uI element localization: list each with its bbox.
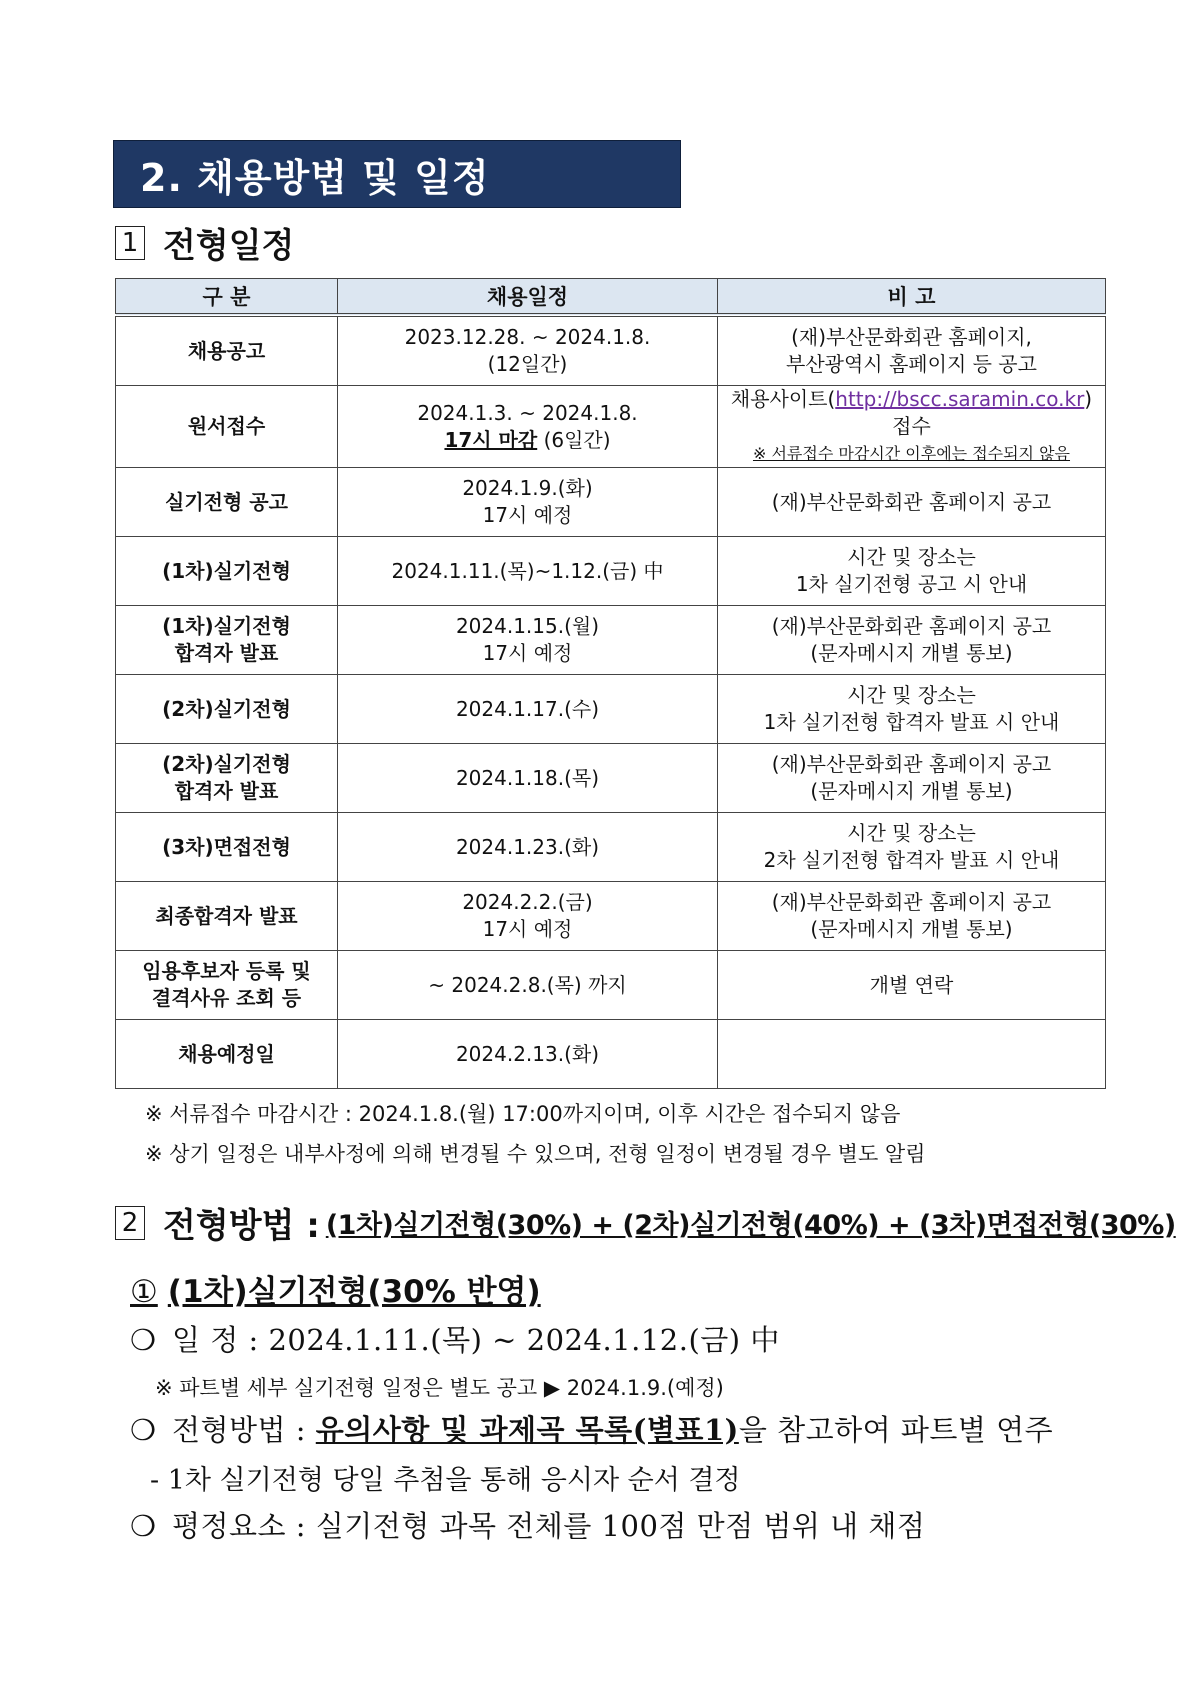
section-2-title [115,1198,1176,1247]
circle-bullet-icon: ❍ [130,1413,157,1447]
row-category [116,606,338,675]
row-remarks [718,675,1106,744]
appendix-reference: 유의사항 및 과제곡 목록(별표1) [315,1413,739,1447]
row-category: (2차)실기전형 [116,675,338,744]
row-remarks [718,813,1106,882]
row-schedule [338,468,718,537]
category-line: (1차)실기전형 [162,614,291,638]
header-schedule: 채용일정 [338,279,718,316]
schedule-line: 2024.1.15.(월) [455,614,600,638]
method-formula: (1차)실기전형(30%) + (2차)실기전형(40%) + (3차)면접전형(30%) [325,1210,1176,1241]
section-1-label: 전형일정 [163,226,295,266]
schedule-item-note: ※ 파트별 세부 실기전형 일정은 별도 공고 ▶ 2024.1.9.(예정) [155,1376,724,1400]
circled-number: ① [130,1274,158,1310]
method-rest: 을 참고하여 파트별 연주 [738,1413,1054,1447]
evaluation-value: 실기전형 과목 전체를 100점 만점 범위 내 채점 [315,1509,926,1543]
header-remarks: 비 고 [718,279,1106,316]
row-schedule [338,315,718,386]
row-schedule [338,386,718,468]
remark-line: 2차 실기전형 합격자 발표 시 안내 [763,848,1060,872]
category-line: 합격자 발표 [174,641,279,665]
remark-line: (재)부산문화회관 홈페이지 공고 [771,890,1052,914]
schedule-line: 17시 예정 [482,641,573,665]
row-schedule: 2024.1.18.(목) [338,744,718,813]
row-remarks [718,386,1106,468]
row-category: (3차)면접전형 [116,813,338,882]
category-line: 합격자 발표 [174,779,279,803]
row-category: 채용공고 [116,315,338,386]
schedule-line: 17시 예정 [482,917,573,941]
remark-line: 1차 실기전형 합격자 발표 시 안내 [763,710,1060,734]
row-remarks [718,744,1106,813]
row-category [116,744,338,813]
section-heading-bar [113,140,681,208]
evaluation-label: 평정요소 : [172,1509,307,1543]
section-1-number: 1 [115,226,145,260]
deadline-text: 17시 마감 [444,427,538,452]
table-row [116,882,1106,951]
section-1-title [115,218,294,267]
row-remarks [718,882,1106,951]
row-schedule: 2024.1.23.(화) [338,813,718,882]
remark-line: 1차 실기전형 공고 시 안내 [795,572,1028,596]
schedule-value: 2024.1.11.(목) ~ 2024.1.12.(금) 中 [268,1323,780,1357]
remark-line: 채용사이트( [730,387,836,411]
row-category: 최종합격자 발표 [116,882,338,951]
remark-line: (재)부산문화회관 홈페이지, [791,325,1032,349]
row-category: 채용예정일 [116,1020,338,1089]
remark-note: ※ 서류접수 마감시간 이후에는 접수되지 않음 [752,444,1071,463]
remark-line: 부산광역시 홈페이지 등 공고 [786,352,1037,376]
schedule-line: (12일간) [487,352,568,376]
row-remarks: (재)부산문화회관 홈페이지 공고 [718,468,1106,537]
remark-line: (문자메시지 개별 통보) [810,779,1013,803]
schedule-line: 17시 예정 [482,503,573,527]
table-row [116,468,1106,537]
table-row [116,606,1106,675]
schedule-line: (6일간) [543,427,611,452]
row-remarks: 개별 연락 [718,951,1106,1020]
row-category: 실기전형 공고 [116,468,338,537]
section-2-label: 전형방법 : [163,1206,320,1246]
subsection-1-label: (1차)실기전형(30% 반영) [167,1274,541,1310]
row-schedule: 2024.1.11.(목)~1.12.(금) 中 [338,537,718,606]
schedule-label: 일 정 : [172,1323,259,1357]
circle-bullet-icon: ❍ [130,1509,157,1543]
schedule-line: 2023.12.28. ~ 2024.1.8. [404,325,651,349]
remark-line: (문자메시지 개별 통보) [810,917,1013,941]
method-label: 전형방법 : [172,1413,307,1447]
schedule-line: 2024.2.2.(금) [462,890,593,914]
row-remarks [718,606,1106,675]
remark-line: (재)부산문화회관 홈페이지 공고 [771,614,1052,638]
remark-line: ) 접수 [892,387,1093,438]
table-row [116,315,1106,386]
table-row [116,744,1106,813]
row-category [116,951,338,1020]
table-row [116,675,1106,744]
header-category: 구 분 [116,279,338,316]
section-heading: 2. 채용방법 및 일정 [140,155,490,200]
remark-line: 시간 및 장소는 [847,683,976,707]
row-schedule: 2024.2.13.(화) [338,1020,718,1089]
row-category: 원서접수 [116,386,338,468]
row-remarks [718,1020,1106,1089]
table-header-row [116,279,1106,316]
schedule-note: ※ 서류접수 마감시간 : 2024.1.8.(월) 17:00까지이며, 이후 시간은 접수되지 않음 [145,1102,901,1126]
schedule-table [115,278,1106,1089]
row-schedule: 2024.1.17.(수) [338,675,718,744]
row-remarks [718,315,1106,386]
remark-line: 시간 및 장소는 [847,545,976,569]
category-line: 임용후보자 등록 및 [142,959,311,983]
table-row [116,386,1106,468]
row-schedule [338,606,718,675]
schedule-line: 2024.1.3. ~ 2024.1.8. [417,400,638,425]
subsection-1-title [130,1266,541,1311]
table-row [116,813,1106,882]
row-schedule: ~ 2024.2.8.(목) 까지 [338,951,718,1020]
evaluation-item [130,1504,925,1545]
remark-line: (문자메시지 개별 통보) [810,641,1013,665]
circle-bullet-icon: ❍ [130,1323,157,1357]
category-line: 결격사유 조회 등 [151,986,302,1010]
row-schedule [338,882,718,951]
schedule-item [130,1318,780,1359]
method-sub-item: - 1차 실기전형 당일 추첨을 통해 응시자 순서 결정 [150,1465,741,1496]
category-line: (2차)실기전형 [162,752,291,776]
row-category: (1차)실기전형 [116,537,338,606]
table-row [116,1020,1106,1089]
schedule-note: ※ 상기 일정은 내부사정에 의해 변경될 수 있으며, 전형 일정이 변경될 경우 별도 알림 [145,1142,926,1166]
table-row [116,951,1106,1020]
row-remarks [718,537,1106,606]
remark-line: (재)부산문화회관 홈페이지 공고 [771,752,1052,776]
method-item [130,1408,1053,1449]
remark-line: 시간 및 장소는 [847,821,976,845]
schedule-line: 2024.1.9.(화) [462,476,593,500]
section-2-number: 2 [115,1206,145,1240]
recruit-site-link[interactable]: http://bscc.saramin.co.kr [835,387,1085,411]
table-row [116,537,1106,606]
